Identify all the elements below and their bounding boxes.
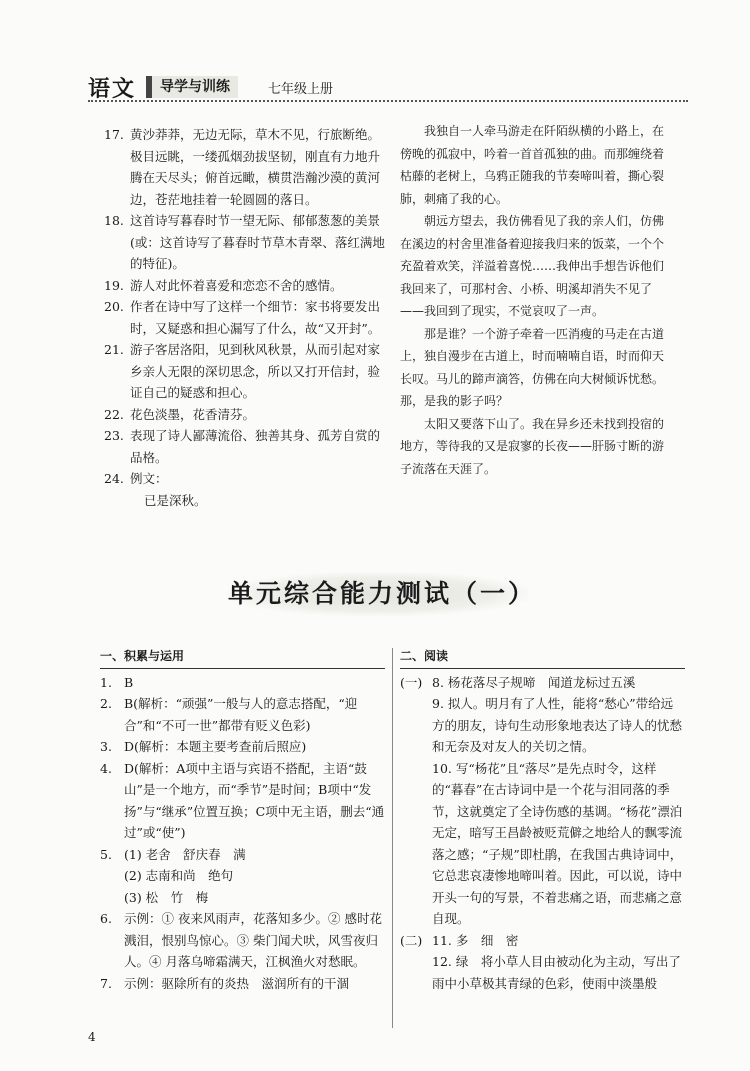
answer-item: 7. 示例：驱除所有的炎热 滋润所有的干涸 bbox=[100, 975, 350, 991]
header-divider bbox=[88, 100, 688, 102]
column-divider bbox=[392, 648, 393, 1028]
answer-subitem: (2) 志南和尚 绝句 bbox=[124, 868, 234, 883]
sample-essay bbox=[400, 120, 668, 480]
answer-item: 4. D(解析：A项中主语与宾语不搭配，主语“鼓山”是一个地方，而“季节”是时间；B项中“发扬”与“继承”位置互换；C项中无主语，删去“通过”或“使”) bbox=[100, 760, 385, 840]
answer-item: 18. 这首诗写暮春时节一望无际、郁郁葱葱的美景(或：这首诗写了暮春时节草木青翠、落红满地的特征)。 bbox=[104, 213, 385, 271]
answer-item: 2. B(解析：“顽强”一般与人的意志搭配，“迎合”和“不可一世”都带有贬义色彩) bbox=[100, 696, 358, 733]
section-heading: 二、阅读 bbox=[400, 646, 685, 669]
answer-item: 12. 绿 将小草人目由被动化为主动，写出了雨中小草极其青绿的色彩，使雨中淡墨般 bbox=[432, 954, 681, 991]
essay-paragraph: 我独自一人牵马游走在阡陌纵横的小路上，在傍晚的孤寂中，吟着一首首孤独的曲。而那缠绕着枯藤的老树上，乌鸦正随我的节奏啼叫着，撕心裂肺，刺痛了我的心。 bbox=[400, 124, 665, 206]
essay-paragraph: 那是谁？一个游子牵着一匹消瘦的马走在古道上，独自漫步在古道上，时而喃喃自语，时而仰天长叹。马儿的蹄声滴答，仿佛在向大树倾诉忧愁。那，是我的影子吗？ bbox=[400, 326, 665, 408]
section-accumulation bbox=[100, 646, 385, 994]
answer-item: (二) 11. 多 细 密 bbox=[400, 932, 519, 948]
answer-item: 17. 黄沙莽莽，无边无际，草木不见，行旅断绝。极目远眺，一缕孤烟劲拔坚韧，刚直有力地升腾在天尽头；俯首远瞰，横贯浩瀚沙漠的黄河边，苍茫地挂着一轮圆圆的落日。 bbox=[104, 127, 381, 207]
section-heading: 一、积累与运用 bbox=[100, 646, 385, 669]
answer-item: 10. 写“杨花”且“落尽”是先点时令，这样的“暮春”在古诗词中是一个花与泪同落的季节，这就奠定了全诗伤感的基调。“杨花”漂泊无定，暗写王昌龄被贬荒僻之地给人的飘零流落之感；“子规”即杜鹃，在我国古典诗词中，它总悲哀凄惨地啼叫着。因此，可以说，诗中开头一句的写景，不着悲痛之语，而悲痛之意自现。 bbox=[432, 760, 683, 926]
section-reading bbox=[400, 646, 685, 994]
sample-essay-start: 已是深秋。 bbox=[144, 492, 207, 508]
grade-label: 七年级上册 bbox=[268, 82, 334, 97]
page-header bbox=[88, 72, 688, 102]
page-number: 4 bbox=[88, 1030, 96, 1044]
answer-item: 1. B bbox=[100, 674, 134, 690]
answer-item: 21. 游子客居洛阳，见到秋风秋景，从而引起对家乡亲人无限的深切思念，所以又打开信封，验证自己的疑惑和担心。 bbox=[104, 342, 381, 400]
answer-item: 3. D(解析：本题主要考查前后照应) bbox=[100, 739, 307, 754]
answer-item: 9. 拟人。明月有了人性，能将“愁心”带给远方的朋友，诗句生动形象地表达了诗人的忧愁和无奈及对友人的关切之情。 bbox=[432, 696, 683, 754]
answer-item: 19. 游人对此怀着喜爱和恋恋不舍的感情。 bbox=[104, 277, 343, 293]
answer-subitem: (3) 松 竹 梅 bbox=[124, 889, 209, 905]
unit-test-title: 单元综合能力测试（一） bbox=[228, 572, 528, 616]
book-title: 导学与训练 bbox=[146, 76, 238, 98]
answer-item: 22. 花色淡墨，花香清芬。 bbox=[104, 406, 256, 422]
answer-item: 23. 表现了诗人鄙薄流俗、独善其身、孤芳自赏的品格。 bbox=[104, 428, 381, 465]
essay-paragraph: 太阳又要落下山了。我在异乡还未找到投宿的地方，等待我的又是寂寥的长夜——肝肠寸断的游子流落在天涯了。 bbox=[400, 416, 665, 476]
answer-item: 24. 例文： bbox=[104, 471, 168, 486]
subject-title: 语文 bbox=[88, 76, 137, 102]
essay-paragraph: 朝远方望去，我仿佛看见了我的亲人们，仿佛在溪边的村舍里准备着迎接我归来的饭菜，一个个充盈着欢笑，洋溢着喜悦……我伸出手想告诉他们我回来了，可那村舍、小桥、明溪却消失不见了——我回到了现实，不觉哀叹了一声。 bbox=[400, 214, 665, 318]
answer-item: 5. (1) 老舍 舒庆春 满 bbox=[100, 846, 246, 862]
answers-17-24 bbox=[104, 124, 386, 511]
answer-item: (一) 8. 杨花落尽子规啼 闻道龙标过五溪 bbox=[400, 674, 636, 690]
answer-item: 20. 作者在诗中写了这样一个细节：家书将要发出时，又疑惑和担心漏写了什么，故“又开封”。 bbox=[104, 299, 381, 336]
answer-item: 6. 示例：① 夜来风雨声，花落知多少。② 感时花溅泪，恨别鸟惊心。③ 柴门闻犬吠，风雪夜归人。④ 月落乌啼霜满天，江枫渔火对愁眠。 bbox=[100, 911, 382, 969]
